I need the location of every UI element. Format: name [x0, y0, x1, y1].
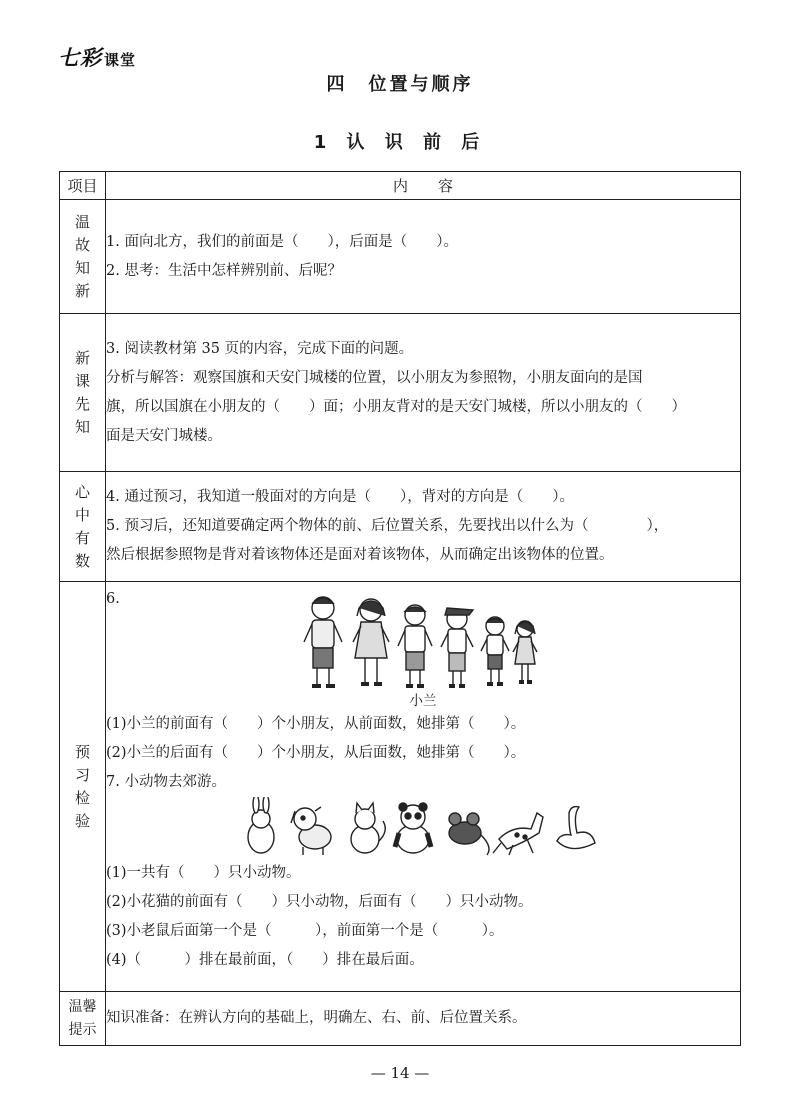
table-header-row	[60, 172, 741, 200]
animals-illustration	[106, 797, 740, 859]
child-figure	[304, 597, 342, 686]
section-label: 温馨 提示	[60, 992, 106, 1046]
brand-logo: 七彩 课堂	[58, 46, 137, 70]
section-tips	[60, 992, 741, 1046]
question-line: 3. 阅读教材第 35 页的内容，完成下面的问题。	[106, 340, 414, 357]
child-figure	[398, 605, 432, 686]
question-line: 7. 小动物去郊游。	[106, 774, 226, 790]
section-label: 新 课 先 知	[60, 314, 106, 472]
question-line: (2)小兰的后面有（ ）个小朋友，从后面数，她排第（ ）。	[106, 745, 526, 761]
page-number: — 14 —	[370, 1064, 430, 1082]
animals-line-image	[243, 797, 603, 857]
question-line: (1)一共有（ ）只小动物。	[106, 865, 301, 881]
children-illustration	[106, 594, 740, 694]
question-line: 然后根据参照物是背对着该物体还是面对着该物体，从而确定出该物体的位置。	[106, 547, 614, 563]
header-content-cell: 内 容	[106, 172, 741, 200]
worksheet-table	[59, 171, 741, 1046]
header-item-cell: 项目	[60, 172, 106, 200]
question-line: 1. 面向北方，我们的前面是（ ），后面是（ ）。	[106, 233, 458, 250]
child-figure	[513, 621, 537, 682]
cat-figure	[351, 803, 385, 853]
section-new-lesson	[60, 314, 741, 472]
lesson-title: 1 认 识 前 后	[313, 132, 487, 153]
section-label: 温 故 知 新	[60, 200, 106, 314]
section-label: 心 中 有 数	[60, 472, 106, 582]
panda-figure	[395, 803, 431, 853]
question-line: (4)（ ）排在最前面，（ ）排在最后面。	[106, 952, 424, 968]
question-line: 5. 预习后，还知道要确定两个物体的前、后位置关系，先要找出以什么为（ ），	[106, 518, 669, 534]
figure-caption: 小兰	[409, 693, 437, 709]
section-review	[60, 200, 741, 314]
mouse-figure	[449, 813, 489, 855]
section-content	[106, 472, 741, 582]
question-line: 4. 通过预习，我知道一般面对的方向是（ ），背对的方向是（ ）。	[106, 489, 574, 505]
section-label: 预 习 检 验	[60, 582, 106, 992]
section-key-points	[60, 472, 741, 582]
tip-line: 知识准备：在辨认方向的基础上，明确左、右、前、后位置关系。	[106, 1010, 527, 1026]
section-content	[106, 992, 741, 1046]
children-line-image	[303, 594, 543, 694]
question-line: 面是天安门城楼。	[106, 427, 222, 444]
swan-figure	[557, 807, 595, 849]
section-content	[106, 314, 741, 472]
deer-figure	[493, 813, 543, 855]
question-line: 旗，所以国旗在小朋友的（ ）面；小朋友背对的是天安门城楼，所以小朋友的（ ）	[106, 398, 686, 415]
question-line: (1)小兰的前面有（ ）个小朋友，从前面数，她排第（ ）。	[106, 716, 526, 732]
question-number: 6.	[106, 591, 120, 607]
section-content	[106, 582, 741, 992]
question-line: (2)小花猫的前面有（ ）只小动物，后面有（ ）只小动物。	[106, 894, 533, 910]
child-figure	[353, 599, 389, 684]
question-line: (3)小老鼠后面第一个是（ ），前面第一个是（ ）。	[106, 923, 504, 939]
rabbit-figure	[248, 797, 274, 853]
question-line: 2. 思考：生活中怎样辨别前、后呢？	[106, 262, 342, 279]
section-preview-check	[60, 582, 741, 992]
child-figure	[481, 617, 509, 684]
section-content	[106, 200, 741, 314]
chapter-title: 四 位置与顺序	[326, 74, 474, 95]
question-line: 分析与解答：观察国旗和天安门城楼的位置，以小朋友为参照物，小朋友面向的是国	[106, 369, 643, 386]
dog-figure	[291, 807, 331, 855]
child-figure	[441, 608, 473, 686]
